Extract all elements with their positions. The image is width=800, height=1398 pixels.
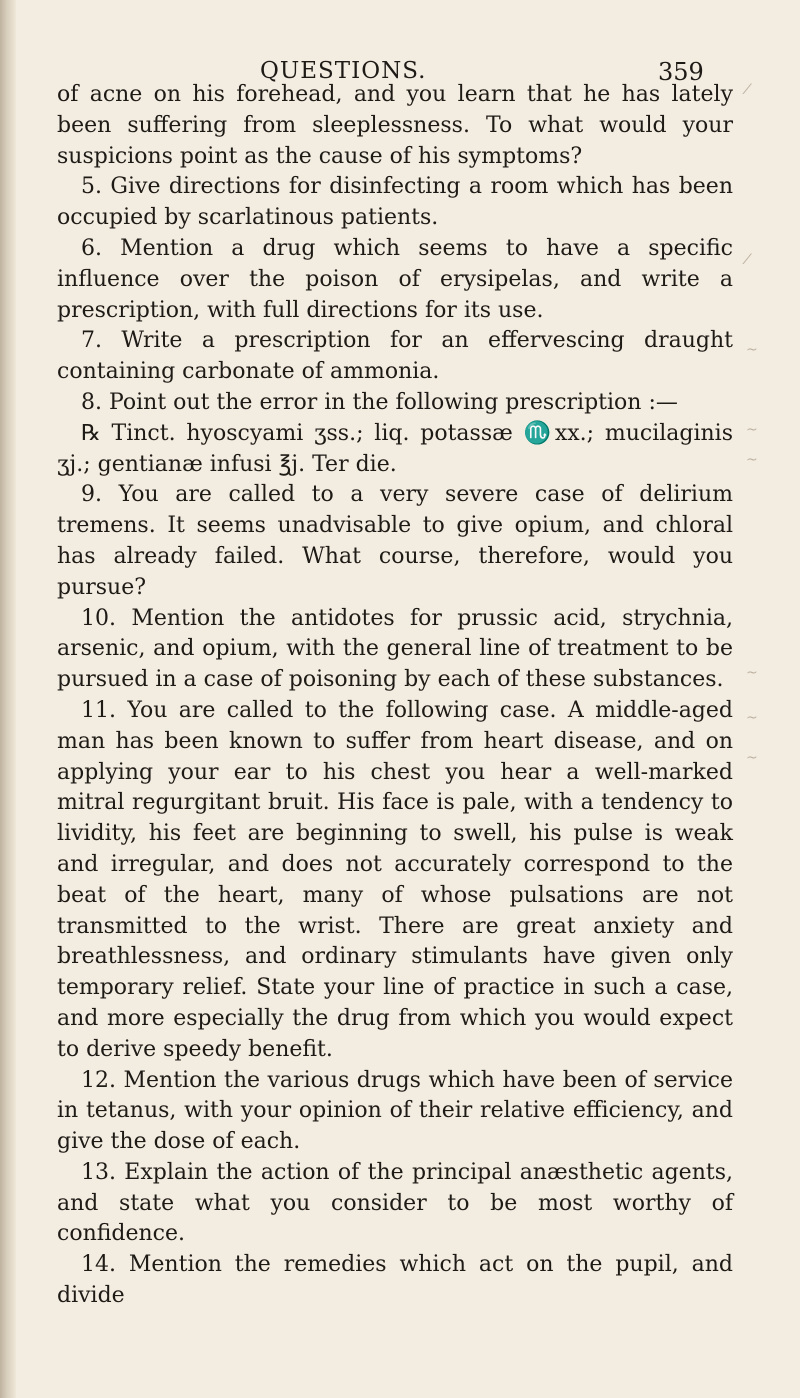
question-10: 10. Mention the antidotes for prussic acid, strychnia, arsenic, and opium, with the general line of treatment to be pursued in a case of poisoning by each of these substances. <box>57 605 733 693</box>
running-title: QUESTIONS. <box>260 58 427 84</box>
prescription: ℞ Tinct. hyoscyami ʒss.; liq. potassæ ♏xx.; mucilaginis ʒj.; gentianæ infusi ℥j. Ter die. <box>57 420 733 477</box>
question-9: 9. You are called to a very severe case of delirium tremens. It seems unadvisable to give opium, and chloral has already failed. What course, therefore, would you pursue? <box>57 482 733 600</box>
pencil-mark: ~ <box>746 422 758 438</box>
question-12: 12. Mention the various drugs which have been of service in tetanus, with your opinion of their relative efficiency, and give the dose of each. <box>57 1067 733 1155</box>
pencil-mark: ~ <box>746 710 758 726</box>
question-14: 14. Mention the remedies which act on the pupil, and divide <box>57 1252 733 1309</box>
page-body <box>57 80 733 1312</box>
question-11: 11. You are called to the following case. A middle-aged man has been known to suffer from heart disease, and on applying your ear to his chest you hear a well-marked mitral regurgitant bruit. His face is pale, with a tendency to lividity, his feet are beginning to swell, his pulse is weak and irregular, and does not accurately correspond to the beat of the heart, many of whose pulsations are not transmitted to the wrist. There are great anxiety and breathlessness, and ordinary stimulants have given only temporary relief. State your line of practice in such a case, and more especially the drug from which you would expect to derive speedy benefit. <box>57 697 733 1062</box>
pencil-mark: ~ <box>746 750 758 766</box>
pencil-mark: ~ <box>746 665 758 681</box>
question-13: 13. Explain the action of the principal anæsthetic agents, and state what you consider to be most worthy of confidence. <box>57 1159 733 1247</box>
pencil-mark: ⁄ <box>746 82 749 98</box>
book-binding-shadow <box>0 0 16 1398</box>
question-7: 7. Write a prescription for an effervescing draught containing carbonate of ammonia. <box>57 328 733 385</box>
pencil-mark: ⁄ <box>746 252 749 268</box>
pencil-mark: ~ <box>746 342 758 358</box>
pencil-margin-marks <box>746 80 800 820</box>
question-6: 6. Mention a drug which seems to have a specific influence over the poison of erysipelas, and write a prescription, with full directions for its use. <box>57 235 733 323</box>
question-8: 8. Point out the error in the following prescription :— <box>81 389 678 415</box>
pencil-mark: ~ <box>746 452 758 468</box>
question-5: 5. Give directions for disinfecting a room which has been occupied by scarlatinous patients. <box>57 174 733 231</box>
page-number: 359 <box>658 58 704 86</box>
question-continuation: of acne on his forehead, and you learn that he has lately been suffering from sleeplessness. To what would your suspicions point as the cause of his symptoms? <box>57 82 733 169</box>
